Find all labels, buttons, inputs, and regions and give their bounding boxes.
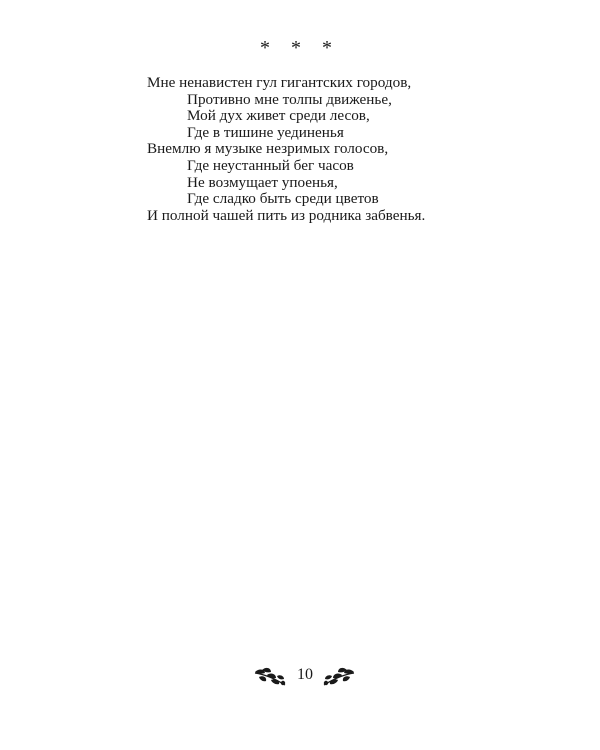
poem-line: Не возмущает упоенья,	[187, 173, 338, 191]
poem-line: Мой дух живет среди лесов,	[187, 107, 370, 125]
page-number: 10	[297, 666, 313, 683]
poem-line: Мне ненавистен гул гигантских городов,	[147, 74, 412, 91]
poem-line: Где сладко быть среди цветов	[187, 190, 379, 208]
poem-line: И полной чашей пить из родника забвенья.	[147, 206, 426, 224]
asterism-divider: * * *	[260, 37, 340, 59]
poem-line: Где неустанный бег часов	[187, 156, 354, 174]
leaf-ornament-icon	[253, 666, 287, 693]
page-footer	[0, 662, 600, 692]
poem-text	[147, 75, 567, 224]
poem-line: Внемлю я музыке незримых голосов,	[147, 140, 389, 158]
poem-line: Противно мне толпы движенье,	[187, 90, 392, 108]
leaf-ornament-icon	[322, 666, 356, 693]
poem-line: Где в тишине уединенья	[187, 123, 344, 141]
